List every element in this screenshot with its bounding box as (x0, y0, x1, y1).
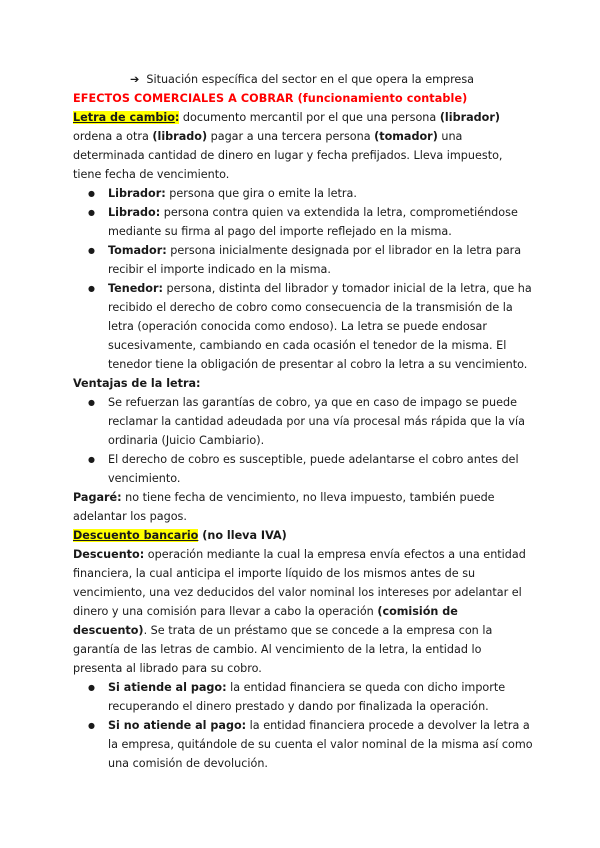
role-term: Librador: (108, 187, 166, 200)
list-item: ● El derecho de cobro es susceptible, puede adelantarse el cobro antes del vencimiento. (73, 450, 533, 488)
ventajas-heading (73, 374, 533, 393)
list-item (73, 203, 533, 241)
list-item (73, 678, 533, 716)
descuento-term: Descuento: (73, 548, 145, 561)
descuento-text-2: . Se trata de un préstamo que se concede a la empresa con la garantía de las letras de cambio. Al vencimiento de la letra, la entidad lo presenta al librado para su cobro. (73, 624, 493, 675)
context-line-text: Situación específica del sector en el que opera la empresa (146, 73, 475, 86)
descuento-list (73, 678, 533, 773)
descuento-text-1: operación mediante la cual la empresa envía efectos a una entidad financiera, la cual anticipa el importe líquido de los mismos antes de su vencimiento, una vez deducidos del valor nominal los intereses por adelantar el dinero y una comisión para llevar a cabo la operación (73, 548, 526, 618)
ventajas-list (73, 393, 533, 488)
letra-text-2: ordena a otra (73, 130, 153, 143)
descuento-heading-term: Descuento bancario (73, 529, 199, 542)
comision-term: (comisión de descuento) (73, 605, 458, 637)
pagare-term: Pagaré: (73, 491, 122, 504)
document-page (73, 70, 533, 773)
letra-de-cambio-paragraph (73, 108, 533, 184)
context-line (73, 70, 533, 89)
letra-de-cambio-colon: : (174, 111, 180, 124)
tomador-term: (tomador) (374, 130, 438, 143)
descuento-paragraph (73, 545, 533, 678)
role-text: persona inicialmente designada por el librador en la letra para recibir el importe indicado en la misma. (108, 244, 522, 276)
list-item (73, 184, 533, 203)
case-text: la entidad financiera procede a devolver la letra a la empresa, quitándole de su cuenta el valor nominal de la misma así como una comisión de devolución. (108, 719, 533, 770)
list-item: ● Se refuerzan las garantías de cobro, ya que en caso de impago se puede reclamar la cantidad adeudada por una vía procesal más rápida que la vía ordinaria (Juicio Cambiario). (73, 393, 533, 450)
list-item (73, 716, 533, 773)
letra-text-1: documento mercantil por el que una persona (179, 111, 440, 124)
librado-term: (librado) (152, 130, 208, 143)
ventajas-heading-text: Ventajas de la letra: (73, 377, 201, 390)
descuento-heading (73, 526, 533, 545)
librador-term: (librador) (439, 111, 500, 124)
letra-text-4: una determinada cantidad de dinero en lugar y fecha prefijados. Lleva impuesto, tiene fecha de vencimiento. (73, 130, 503, 181)
letra-de-cambio-term: Letra de cambio (73, 111, 175, 124)
role-term: Tenedor: (108, 282, 163, 295)
descuento-heading-suffix: (no lleva IVA) (198, 529, 287, 542)
section-heading: EFECTOS COMERCIALES A COBRAR (funcionamiento contable) (73, 92, 468, 105)
case-term: Si atiende al pago: (108, 681, 227, 694)
pagare-paragraph (73, 488, 533, 526)
role-term: Librado: (108, 206, 161, 219)
case-term: Si no atiende al pago: (108, 719, 247, 732)
role-text: persona contra quien va extendida la letra, comprometiéndose mediante su firma al pago del importe reflejado en la misma. (108, 206, 518, 238)
role-term: Tomador: (108, 244, 167, 257)
case-text: la entidad financiera se queda con dicho importe recuperando el dinero prestado y dando por finalizada la operación. (108, 681, 506, 713)
arrow-right-icon: ➔ (130, 73, 140, 86)
role-text: persona que gira o emite la letra. (165, 187, 357, 200)
letra-text-3: pagar a una tercera persona (207, 130, 375, 143)
letra-roles-list (73, 184, 533, 374)
list-item (73, 279, 533, 374)
role-text: persona, distinta del librador y tomador inicial de la letra, que ha recibido el derecho de cobro como consecuencia de la transmisión de la letra (operación conocida como endoso). La letra se puede endosar sucesivamente, cambiando en cada ocasión el tenedor de la misma. El tenedor tiene la obligación de presentar al cobro la letra a su vencimiento. (108, 282, 532, 371)
pagare-text: no tiene fecha de vencimiento, no lleva impuesto, también puede adelantar los pagos. (73, 491, 495, 523)
list-item (73, 241, 533, 279)
